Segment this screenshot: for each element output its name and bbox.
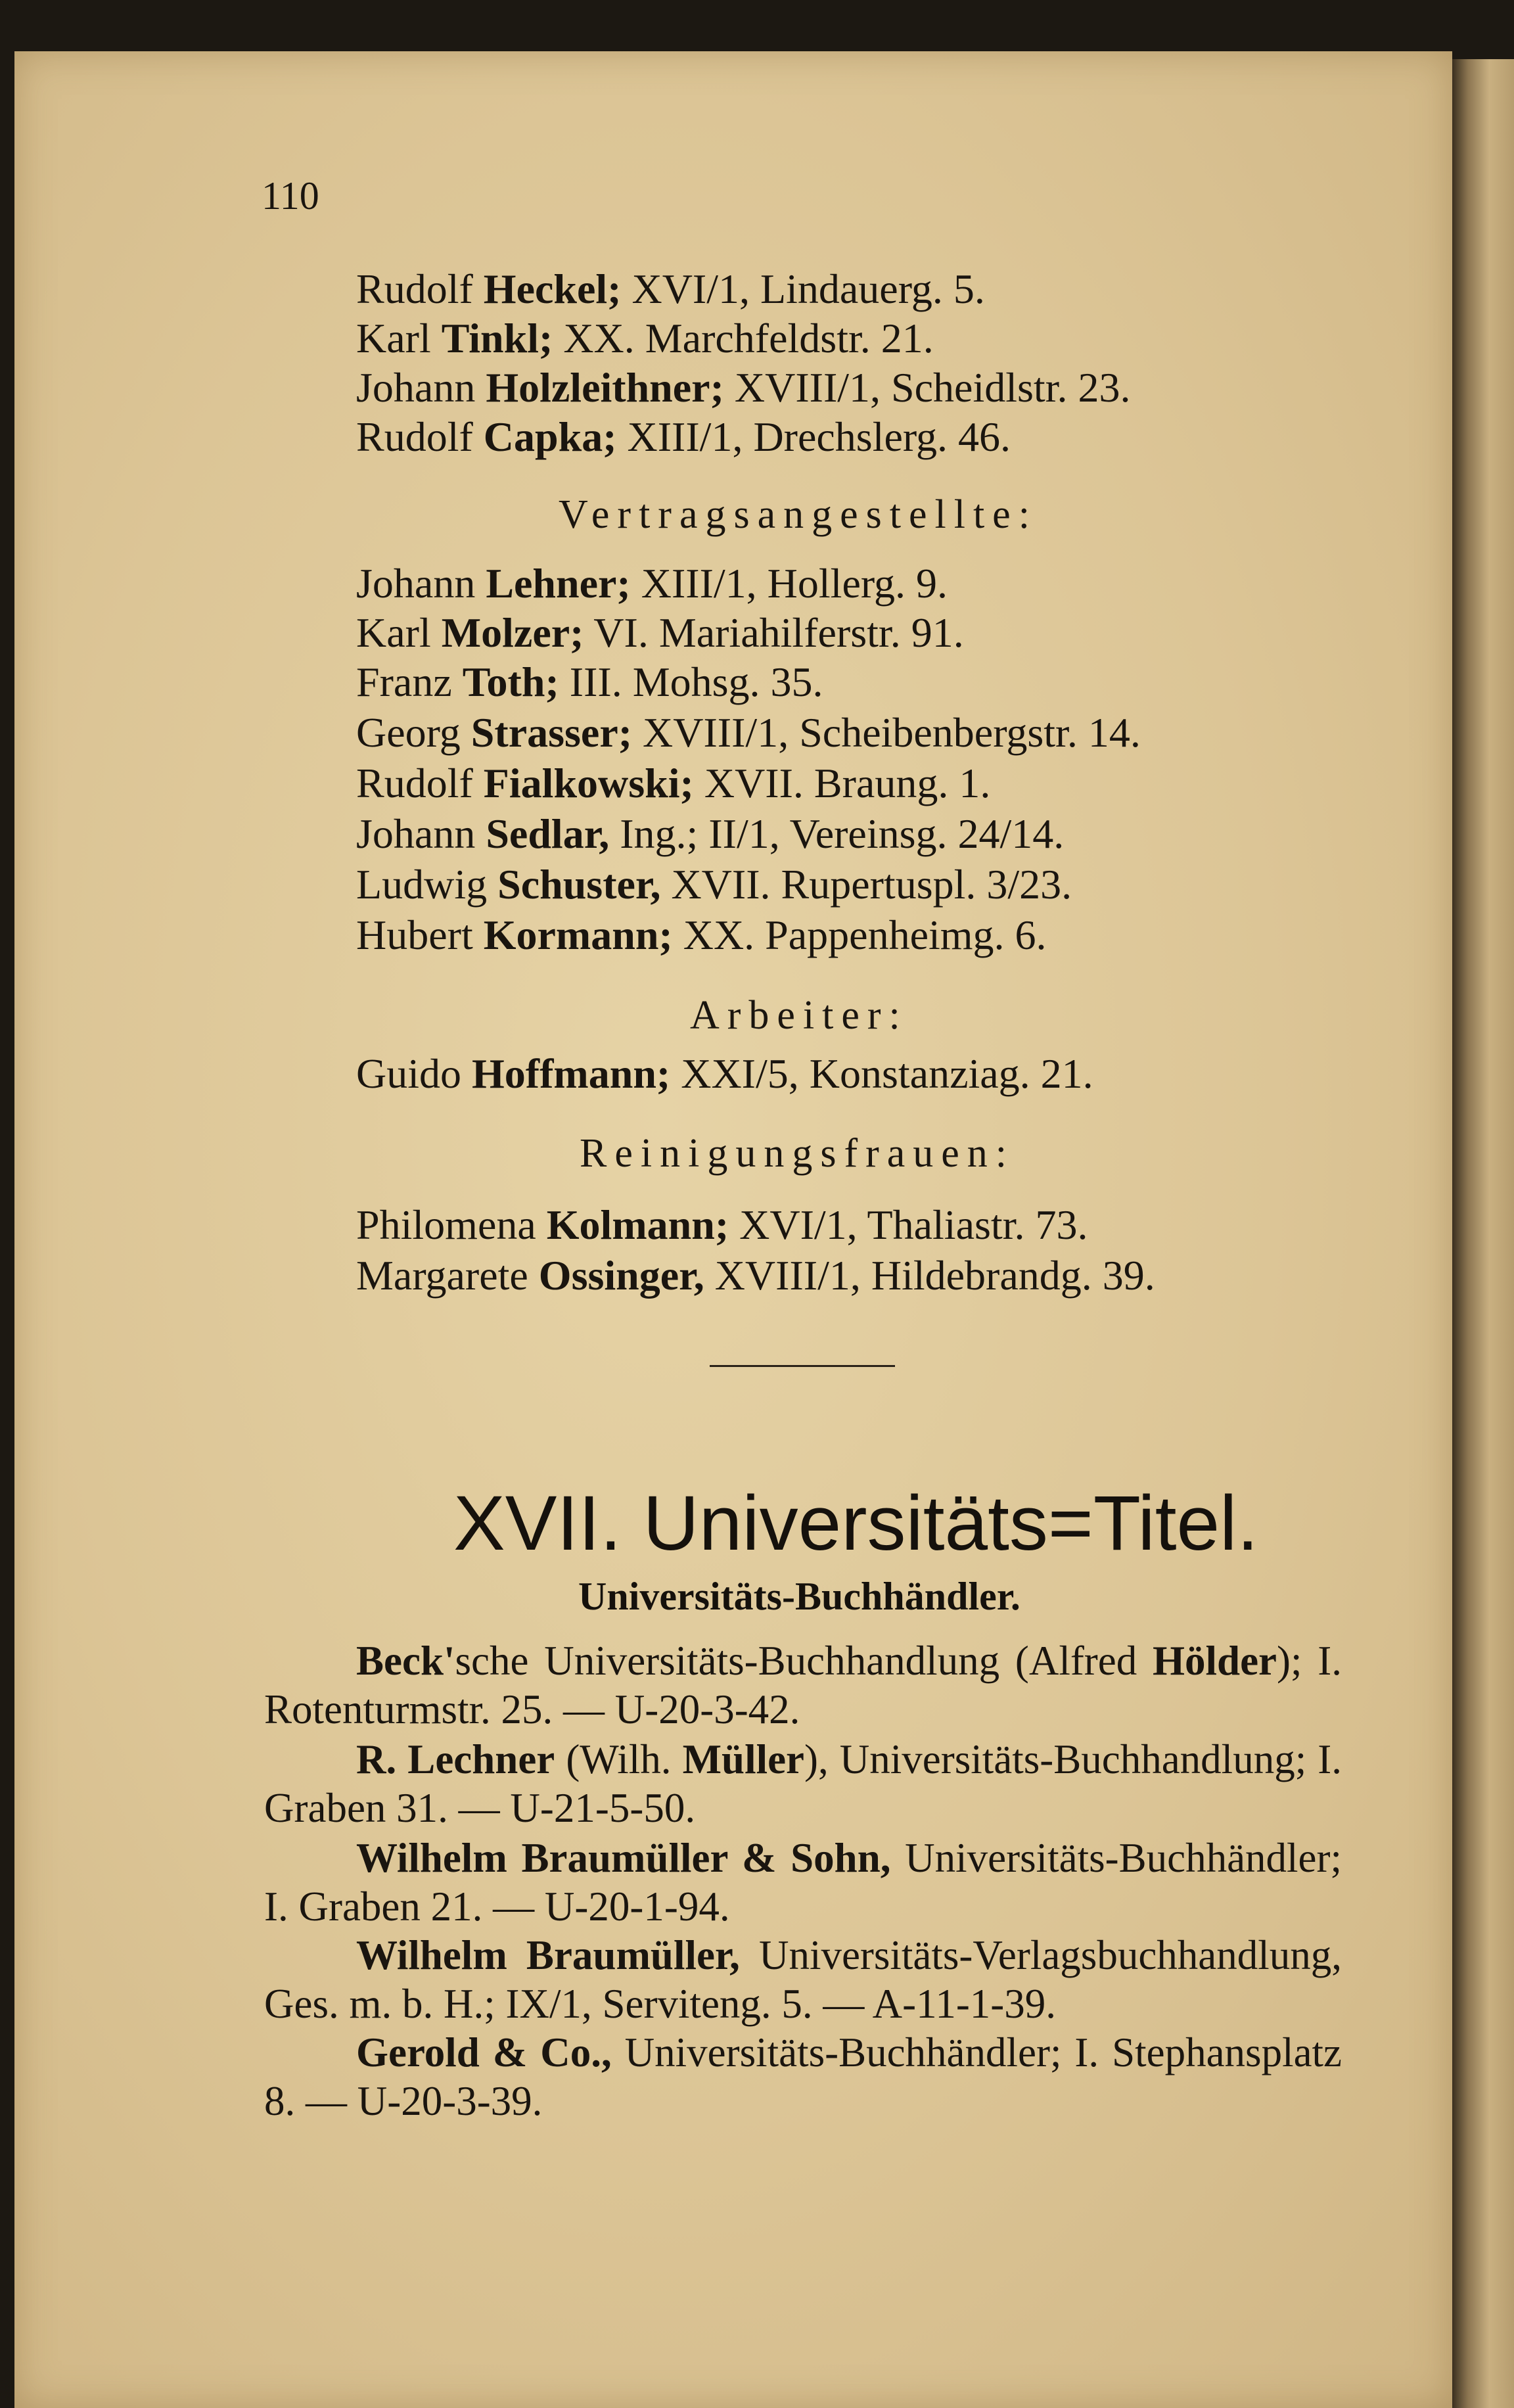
entry-line: Rudolf Capka; XIII/1, Drechslerg. 46. bbox=[356, 413, 1011, 460]
entry-line: Margarete Ossinger, XVIII/1, Hildebrandg. 39. bbox=[356, 1252, 1155, 1299]
page-edge bbox=[1452, 59, 1514, 2408]
entry-line: Karl Tinkl; XX. Marchfeldstr. 21. bbox=[356, 315, 934, 361]
paragraph-entry: Gerold & Co., Universitäts-Buchhändler; I. Stephansplatz 8. — U-20-3-39. bbox=[264, 2029, 1342, 2124]
entry-line: Johann Sedlar, Ing.; II/1, Vereinsg. 24/14. bbox=[356, 810, 1065, 857]
paragraph-entry: Wilhelm Braumüller, Universitäts-Verlagsbuchhandlung, Ges. m. b. H.; IX/1, Serviteng. 5. — A-11-1-39. bbox=[264, 1932, 1342, 2027]
divider-rule bbox=[710, 1365, 895, 1367]
entry-line: Karl Molzer; VI. Mariahilferstr. 91. bbox=[356, 609, 964, 656]
entry-line: Johann Lehner; XIII/1, Hollerg. 9. bbox=[356, 560, 948, 607]
section-title: XVII. Universitäts=Titel. bbox=[453, 1480, 1259, 1567]
entry-line: Franz Toth; III. Mohsg. 35. bbox=[356, 659, 823, 705]
paragraph-entry: R. Lechner (Wilh. Müller), Universitäts-Buchhandlung; I. Graben 31. — U-21-5-50. bbox=[264, 1736, 1342, 1831]
paragraph-entry: Wilhelm Braumüller & Sohn, Universitäts-Buchhändler; I. Graben 21. — U-20-1-94. bbox=[264, 1835, 1342, 1930]
heading-arbeiter: Arbeiter: bbox=[690, 993, 908, 1038]
entry-line: Rudolf Fialkowski; XVII. Braung. 1. bbox=[356, 760, 991, 806]
paragraph-entry: Beck'sche Universitäts-Buchhandlung (Alfred Hölder); I. Rotenturmstr. 25. — U-20-3-42. bbox=[264, 1638, 1342, 1732]
section-subtitle: Universitäts-Buchhändler. bbox=[578, 1575, 1021, 1618]
entry-line: Ludwig Schuster, XVII. Rupertuspl. 3/23. bbox=[356, 861, 1072, 908]
page-number: 110 bbox=[262, 174, 319, 218]
entry-line: Johann Holzleithner; XVIII/1, Scheidlstr. 23. bbox=[356, 364, 1131, 411]
heading-vertragsangestellte: Vertragsangestellte: bbox=[559, 492, 1038, 537]
entry-line: Hubert Kormann; XX. Pappenheimg. 6. bbox=[356, 912, 1047, 958]
heading-reinigungsfrauen: Reinigungsfrauen: bbox=[580, 1131, 1015, 1176]
entry-line: Philomena Kolmann; XVI/1, Thaliastr. 73. bbox=[356, 1201, 1088, 1248]
entry-line: Georg Strasser; XVIII/1, Scheibenbergstr. 14. bbox=[356, 709, 1141, 756]
entry-line: Guido Hoffmann; XXI/5, Konstanziag. 21. bbox=[356, 1050, 1093, 1097]
entry-line: Rudolf Heckel; XVI/1, Lindauerg. 5. bbox=[356, 266, 985, 312]
